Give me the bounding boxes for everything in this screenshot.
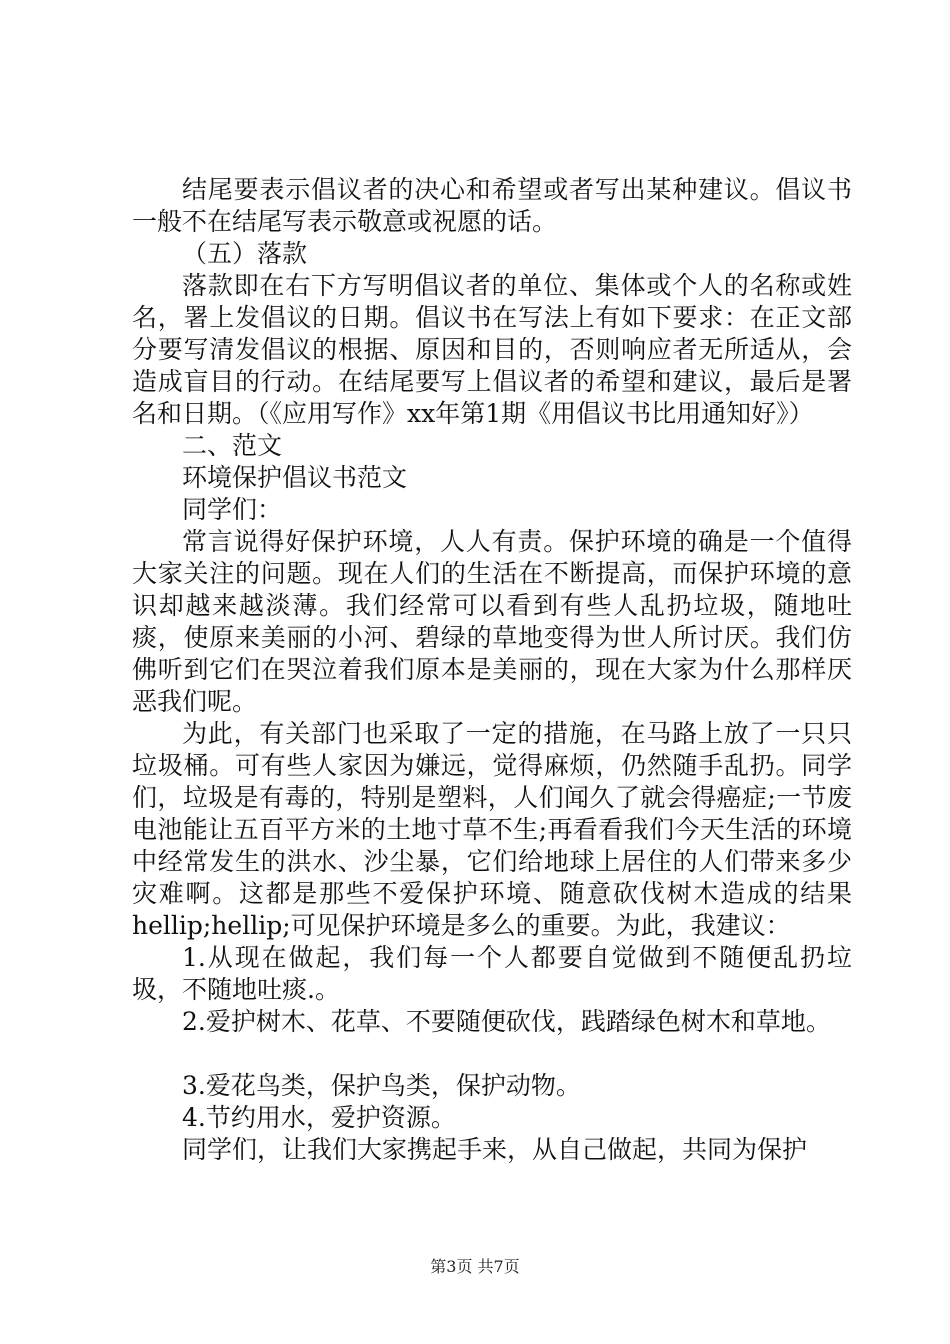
blank-line [132,1038,852,1070]
paragraph-conclusion: 结尾要表示倡议者的决心和希望或者写出某种建议。倡议书一般不在结尾写表示敬意或祝愿的话。 [132,175,852,236]
paragraph-signature: 落款即在右下方写明倡议者的单位、集体或个人的名称或姓名，署上发倡议的日期。倡议书在写法上有如下要求：在正文部分要写清发倡议的根据、原因和目的，否则响应者无所适从，会造成盲目的行动。在结尾要写上倡议者的希望和建议，最后是署名和日期。（《应用写作》xx年第1期《用倡议书比用通知好》） [132,271,852,428]
suggestion-item-1: 1.从现在做起，我们每一个人都要自觉做到不随便乱扔垃圾，不随地吐痰.。 [132,943,852,1004]
sample-paragraph-intro: 常言说得好保护环境，人人有责。保护环境的确是一个值得大家关注的问题。现在人们的生活在不断提高，而保护环境的意识却越来越淡薄。我们经常可以看到有些人乱扔垃圾，随地吐痰，使原来美丽的小河、碧绿的草地变得为世人所讨厌。我们仿佛听到它们在哭泣着我们原本是美丽的，现在大家为什么那样厌恶我们呢。 [132,527,852,716]
suggestion-item-4: 4.节约用水，爱护资源。 [182,1103,456,1132]
suggestion-item-3: 3.爱花鸟类，保护鸟类，保护动物。 [182,1071,581,1100]
suggestion-item-2: 2.爱护树木、花草、不要随便砍伐，践踏绿色树木和草地。 [182,1007,831,1036]
sample-salutation: 同学们： [182,495,283,524]
sample-paragraph-problem: 为此，有关部门也采取了一定的措施，在马路上放了一只只垃圾桶。可有些人家因为嫌远，觉得麻烦，仍然随手乱扔。同学们，垃圾是有毒的，特别是塑料，人们闻久了就会得癌症;一节废电池能让五百平方米的土地寸草不生;再看看我们今天生活的环境中经常发生的洪水、沙尘暴，它们给地球上居住的人们带来多少灾难啊。这都是那些不爱保护环境、随意砍伐树木造成的结果hellip;hellip;可见保护环境是多么的重要。为此，我建议： [132,719,852,940]
sample-closing: 同学们，让我们大家携起手来，从自己做起，共同为保护 [182,1135,808,1164]
heading-signature: （五）落款 [182,239,308,268]
page-footer: 第3页 共7页 [430,1257,520,1276]
sample-title: 环境保护倡议书范文 [182,463,408,492]
document-body [132,174,852,1166]
heading-sample: 二、范文 [182,431,283,460]
